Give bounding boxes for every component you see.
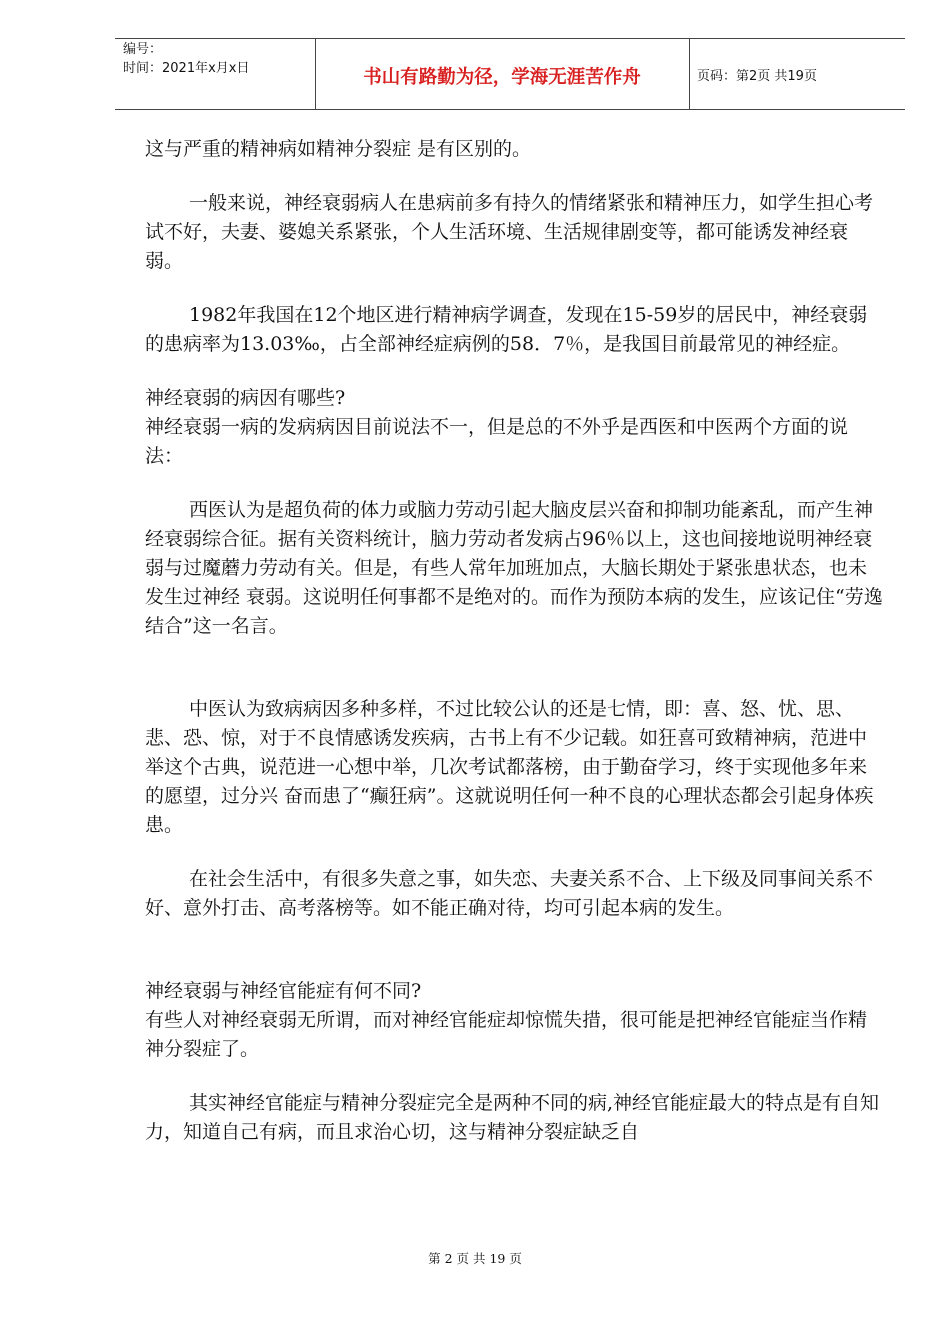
- paragraph: 西医认为是超负荷的体力或脑力劳动引起大脑皮层兴奋和抑制功能紊乱，而产生神经衰弱综合征。据有关资料统计，脑力劳动者发病占96％以上，这也间接地说明神经衰弱与过魔蘑力劳动有关。但是，有些人常年加班加点，大脑长期处于紧张患状态，也未发生过神经 衰弱。这说明任何事都不是绝对的。而作为预防本病的发生，应该记住“劳逸结合”这一名言。: [145, 499, 883, 637]
- header-motto-cell: [315, 39, 690, 109]
- paragraph: 有些人对神经衰弱无所谓，而对神经官能症却惊慌失措，很可能是把神经官能症当作精神分裂症了。: [145, 1009, 868, 1060]
- document-number-label: 编号：: [123, 42, 163, 57]
- page-footer: 第 2 页 共 19 页: [428, 1251, 522, 1266]
- paragraph: 在社会生活中，有很多失意之事，如失恋、夫妻关系不合、上下级及同事间关系不好、意外打击、高考落榜等。如不能正确对待，均可引起本病的发生。: [145, 868, 874, 919]
- paragraph: 这与严重的精神病如精神分裂症 是有区别的。: [145, 138, 532, 160]
- header-info-cell: [115, 39, 316, 109]
- document-time-label: 时间：2021年x月x日: [123, 61, 250, 76]
- document-body: [145, 130, 885, 1147]
- paragraph: 1982年我国在12个地区进行精神病学调查，发现在15-59岁的居民中，神经衰弱的患病率为13.03‰，占全部神经症病例的58．7％，是我国目前最常见的神经症。: [145, 304, 868, 355]
- paragraph: 一般来说，神经衰弱病人在患病前多有持久的情绪紧张和精神压力，如学生担心考试不好，夫妻、婆媳关系紧张，个人生活环境、生活规律剧变等，都可能诱发神经衰弱。: [145, 192, 874, 272]
- section-heading: 神经衰弱与神经官能症有何不同?: [145, 980, 422, 1002]
- section-heading: 神经衰弱的病因有哪些?: [145, 387, 346, 409]
- header-motto: 书山有路勤为径，学海无涯苦作舟: [363, 67, 641, 88]
- paragraph: 其实神经官能症与精神分裂症完全是两种不同的病,神经官能症最大的特点是有自知力，知道自己有病，而且求治心切，这与精神分裂症缺乏自: [145, 1092, 880, 1143]
- header-page-code: 页码：第2页 共19页: [697, 69, 817, 84]
- paragraph: 中医认为致病病因多种多样，不过比较公认的还是七情，即：喜、怒、忧、思、悲、恐、惊，对于不良情感诱发疾病，古书上有不少记载。如狂喜可致精神病，范进中举这个古典，说范进一心想中举，几次考试都落榜，由于勤奋学习，终于实现他多年来的愿望，过分兴 奋而患了“癫狂病”。这就说明任何一种不良的心理状态都会引起身体疾患。: [145, 698, 874, 836]
- page-header: [115, 38, 905, 110]
- paragraph: 神经衰弱一病的发病病因目前说法不一，但是总的不外乎是西医和中医两个方面的说法：: [145, 416, 849, 467]
- header-page-cell: [689, 39, 905, 109]
